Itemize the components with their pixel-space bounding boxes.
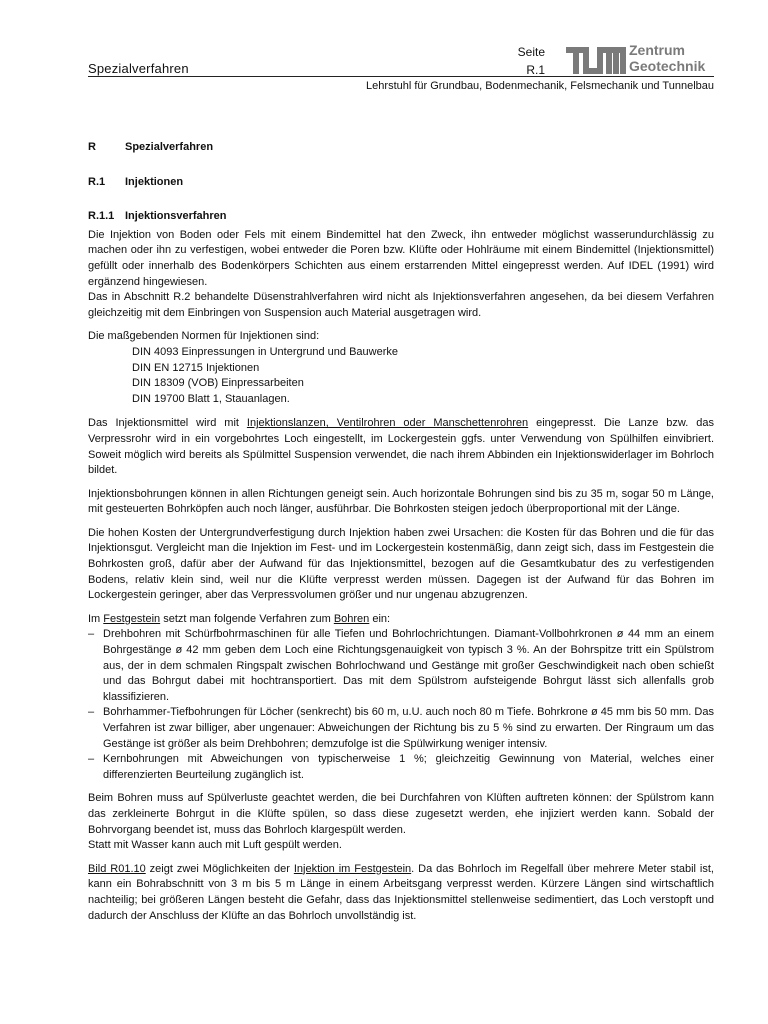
text-run: ein: (369, 612, 391, 625)
underlined-term: Festgestein (103, 612, 161, 625)
logo-wordmark (629, 42, 705, 74)
text-run: . Da das Bohrloch im Regelfall über mehrere Meter stabil ist, kann ein Bohrabschnitt von 3 m bis 5 m Länge in einem Arbeitsgang verpresst werden. Kürzere Längen sind wirtschaftlich nachteilig; bei größeren Längen besteht die Gefahr, dass das Injektionsmittel stellenweise sedimentiert, das Loch verstopft und dadurch der Anschluss der Klüfte an das Bohrloch unvollständig ist. (88, 862, 714, 922)
norm-item: DIN 19700 Blatt 1, Stauanlagen. (132, 392, 290, 405)
paragraph: Injektionsbohrungen können in allen Richtungen geneigt sein. Auch horizontale Bohrungen sind bis zu 35 m, sogar 50 m Länge, mit gesteuerten Bohrköpfen auch noch länger, ausführbar. Die Bohrkosten steigen jedoch überproportional mit der Länge. (88, 487, 714, 516)
logo-line-2: Geotechnik (629, 58, 706, 74)
page-number: R.1 (526, 63, 545, 77)
norm-item: DIN 18309 (VOB) Einpressarbeiten (132, 377, 304, 390)
chair-name: Lehrstuhl für Grundbau, Bodenmechanik, Felsmechanik und Tunnelbau (366, 80, 714, 92)
list-item: – Drehbohren mit Schürfbohrmaschinen für alle Tiefen und Bohrlochrichtungen. Diamant-Vollbohrkronen ø 44 mm an einem Bohrgestänge ø 42 mm geben dem Loch eine Richtungsgenauigkeit von typisch 3 %. An der Bohrspitze tritt ein Spülstrom aus, der in dem schmalen Ringspalt zwischen Bohrlochwand und Gestänge mit großer Geschwindigkeit nach oben schießt und das Bohrgut dabei mit hochtransportiert. Das mit dem Spülstrom aufsteigende Bohrgut lässt sich allenfalls grob klassifizieren. (88, 627, 714, 705)
underlined-term: Bohren (333, 612, 370, 625)
text-run: Das Injektionsmittel wird mit (88, 417, 247, 430)
list-item: – Bohrhammer-Tiefbohrungen für Löcher (senkrecht) bis 60 m, u.U. auch noch 80 m Tiefe. Bohrkrone ø 45 mm bis 50 mm. Das Verfahren ist zwar billiger, aber ungenauer: Abweichungen der Richtung bis zu 5 % sind zu erwarten. Der Ringraum um das Gestänge ist größer als beim Drehbohren; demzufolge ist die Spülwirkung weniger intensiv. (88, 705, 714, 752)
underlined-term: Injektion im Festgestein (293, 862, 412, 875)
text-run: setzt man folgende Verfahren zum (160, 612, 334, 625)
text-run: Im (88, 612, 104, 625)
subsection-heading (88, 175, 714, 191)
section-title: Spezialverfahren (125, 141, 214, 153)
subsection-number: R.1 (88, 175, 106, 188)
subsubsection-number: R.1.1 (88, 210, 115, 223)
subsubsection-heading (88, 209, 714, 225)
paragraph: Die hohen Kosten der Untergrundverfestigung durch Injektion haben zwei Ursachen: die Kosten für das Bohren und die für das Injektionsgut. Vergleicht man die Injektion im Fest- und im Lockergestein kostenmäßig, dann zeigt sich, dass im Festgestein die Bohrkosten groß, dafür aber der Aufwand für das Injektionsmittel, bezogen auf die Gesamtkubatur des zu verfestigenden Bodens, relativ klein sind, weil nur die Klüfte verpresst werden müssen. Dagegen ist der Aufwand für das Bohren im Lockergestein geringer, aber das Verpressvolumen größer und nur ungenau abzugrenzen. (88, 526, 714, 602)
underlined-term: Injektionslanzen, Ventilrohren oder Manschettenrohren (246, 417, 529, 430)
list-item: – Kernbohrungen mit Abweichungen von typischerweise 1 %; gleichzeitig Gewinnung von Material, welches einer differenzierten Beurteilung zugänglich ist. (88, 752, 714, 783)
paragraph: Das in Abschnitt R.2 behandelte Düsenstrahlverfahren wird nicht als Injektionsverfahren angesehen, da bei diesem Verfahren gleichzeitig mit dem Einbringen von Suspension auch Material ausgetragen wird. (88, 291, 714, 319)
drilling-methods-list (88, 627, 714, 783)
logo-line-1: Zentrum (629, 42, 685, 58)
document-body (88, 140, 714, 932)
paragraph: Beim Bohren muss auf Spülverluste geachtet werden, die bei Durchfahren von Klüften auftreten können: der Spülstrom kann das zerkleinerte Bohrgut in die Klüfte spülen, so dass diese zugesetzt werden, ehe injiziert werden kann. Sobald der Bohrvorgang beendet ist, muss das Bohrloch klargespült werden. (88, 792, 714, 836)
norms-intro: Die maßgebenden Normen für Injektionen sind: (88, 330, 320, 343)
section-number: R (88, 141, 96, 153)
subsubsection-title: Injektionsverfahren (125, 210, 227, 223)
text-run: eingepresst. Die Lanze bzw. das Verpressrohr wird in ein vorgebohrtes Loch eingestellt, im Lockergestein ggfs. unter Verwendung von Spülhilfen einvibriert. Soweit möglich wird bereits als Spülmittel Suspension verwendet, die nach ihrem Abbinden ein Injektionswiderlager im Bohrloch bildet. (88, 417, 714, 477)
paragraph (88, 416, 714, 478)
paragraph (88, 612, 714, 628)
page-label: Seite (517, 45, 545, 59)
header-divider (88, 76, 714, 77)
figure-reference: Bild R01.10 (88, 862, 146, 875)
section-heading (88, 140, 714, 156)
page-indicator (505, 43, 545, 79)
subsection-title: Injektionen (125, 175, 184, 188)
norm-item: DIN 4093 Einpressungen in Untergrund und Bauwerke (132, 345, 398, 358)
paragraph: Die Injektion von Boden oder Fels mit einem Bindemittel hat den Zweck, ihn entweder möglichst wasserundurchlässig zu machen oder ihn zu verfestigen, wobei entweder die Poren bzw. Klüfte oder Hohlräume mit einem Bindemittel (Injektionsmittel) gefüllt oder innerhalb des Bodenkörpers Schichten aus einem erstarrenden Mittel eingepresst werden. Auf IDEL (1991) wird ergänzend hingewiesen. (88, 228, 714, 288)
norms-list (132, 345, 714, 407)
text-run: zeigt zwei Möglichkeiten der (145, 862, 294, 875)
document-title: Spezialverfahren (88, 61, 189, 76)
paragraph: Statt mit Wasser kann auch mit Luft gespült werden. (88, 839, 342, 852)
paragraph (88, 862, 714, 924)
norm-item: DIN EN 12715 Injektionen (132, 361, 260, 374)
